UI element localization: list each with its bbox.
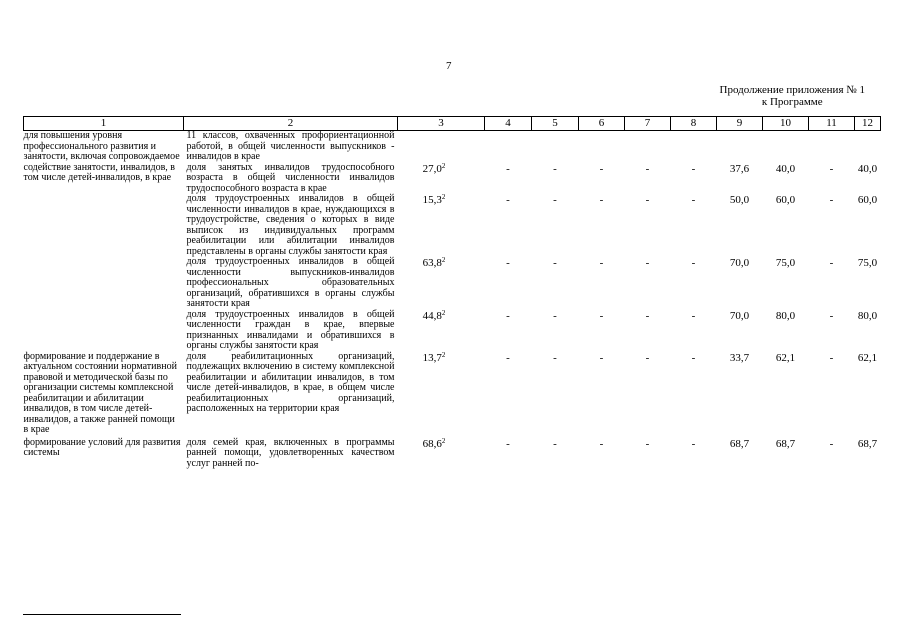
value-cell: -	[553, 437, 557, 450]
indicator-cell: доля трудоустроенных инвалидов в общей численности инвалидов в крае, нуждающихся в трудоустройстве, сведения о которых в виде выписок из индивидуальных программ реабилитации или абилитации инвалидов представлены в органы службы занятости края	[186, 193, 395, 257]
base-value-cell	[398, 257, 485, 310]
value-cell: -	[599, 309, 604, 322]
column-header: 11	[809, 117, 855, 131]
value-cell: -	[829, 351, 834, 364]
value-cell: 70,0	[729, 257, 750, 269]
value-cell	[671, 131, 717, 163]
continuation-note	[720, 84, 865, 108]
table-row	[24, 131, 881, 163]
indicator-cell: доля семей края, включенных в программы ранней помощи, удовлетворенных качеством услуг ранней по-	[186, 436, 395, 469]
value-cell: 40,0	[775, 162, 796, 175]
base-value-cell	[398, 131, 485, 163]
value-cell: 68,7	[729, 437, 750, 450]
column-header: 6	[579, 117, 625, 131]
value-cell: -	[691, 437, 696, 450]
column-numbers-row	[24, 117, 881, 131]
value-cell	[625, 131, 671, 163]
column-header: 7	[625, 117, 671, 131]
value-cell: -	[506, 162, 510, 175]
value-cell: 62,1	[775, 351, 796, 364]
value-cell: -	[553, 162, 557, 175]
footnote-mark: 2	[441, 193, 446, 201]
value-cell: -	[691, 309, 696, 322]
footnote-mark: 2	[441, 256, 446, 264]
value-cell: -	[645, 309, 650, 322]
goal-cell: формирование условий для развития системы	[23, 436, 181, 458]
table-row	[24, 352, 881, 436]
footnote-mark: 2	[441, 308, 446, 317]
base-value: 27,0	[422, 162, 442, 175]
base-value-cell	[398, 194, 485, 257]
base-value: 44,8	[422, 309, 442, 322]
value-cell: 37,6	[729, 162, 750, 175]
value-cell: -	[691, 194, 696, 206]
base-value: 15,3	[422, 194, 442, 206]
indicator-cell: доля реабилитационных организаций, подлежащих включению в систему комплексной реабилитации и абилитации инвалидов, в том числе детей-инвалидов, в крае, в общем числе реабилитационных организаций, расположенных на территории края	[186, 350, 395, 414]
column-header: 2	[184, 117, 398, 131]
indicator-cell: доля занятых инвалидов трудоспособного возраста в общей численности инвалидов трудоспособного возраста в крае	[186, 161, 395, 194]
column-header: 3	[398, 117, 485, 131]
value-cell: 75,0	[775, 257, 796, 269]
value-cell	[763, 131, 809, 163]
base-value-cell	[398, 163, 485, 195]
value-cell: -	[553, 309, 557, 322]
value-cell	[717, 131, 763, 163]
value-cell: -	[691, 351, 696, 364]
value-cell: -	[553, 194, 557, 206]
continuation-line-1: Продолжение приложения № 1	[719, 84, 865, 96]
value-cell: -	[506, 194, 510, 206]
indicator-cell: доля трудоустроенных инвалидов в общей численности граждан в крае, впервые признанных инвалидами и обратившихся в органы службы занятости края	[186, 308, 395, 351]
base-value: 68,6	[422, 437, 442, 450]
indicators-table	[23, 116, 881, 469]
value-cell	[485, 131, 532, 163]
base-value-cell	[398, 438, 485, 470]
value-cell: -	[599, 437, 604, 450]
value-cell: -	[553, 257, 557, 269]
page-bottom-rule	[23, 614, 181, 615]
table-row	[24, 438, 881, 470]
value-cell: -	[599, 162, 604, 175]
value-cell: -	[829, 309, 834, 322]
value-cell: 60,0	[857, 194, 878, 206]
indicator-cell: доля трудоустроенных инвалидов в общей численности выпускников-инвалидов профессиональных образовательных организаций, обратившихся в органы службы занятости края	[186, 256, 395, 309]
value-cell: 62,1	[857, 351, 878, 364]
value-cell	[809, 131, 855, 163]
value-cell: 68,7	[775, 437, 796, 450]
value-cell	[532, 131, 579, 163]
base-value-cell	[398, 352, 485, 436]
value-cell: 80,0	[857, 309, 878, 322]
page-number: 7	[446, 60, 452, 72]
column-header: 8	[671, 117, 717, 131]
value-cell: -	[691, 162, 696, 175]
value-cell: -	[829, 257, 834, 269]
value-cell: 60,0	[775, 194, 796, 206]
column-header: 5	[532, 117, 579, 131]
footnote-mark: 2	[441, 350, 446, 359]
value-cell: -	[645, 351, 650, 364]
value-cell: -	[599, 351, 604, 364]
value-cell: -	[829, 437, 834, 450]
footnote-mark: 2	[441, 161, 446, 170]
value-cell: 75,0	[857, 257, 878, 269]
column-header: 4	[485, 117, 532, 131]
column-header: 10	[763, 117, 809, 131]
value-cell: -	[553, 351, 557, 364]
value-cell: -	[506, 309, 510, 322]
value-cell: -	[829, 194, 834, 206]
value-cell: -	[599, 257, 604, 269]
base-value-cell	[398, 310, 485, 352]
value-cell: -	[506, 351, 510, 364]
value-cell: -	[691, 257, 696, 269]
value-cell: 40,0	[857, 162, 878, 175]
continuation-line-2: к Программе	[761, 96, 823, 108]
base-value: 63,8	[422, 257, 442, 269]
value-cell: -	[645, 437, 650, 450]
value-cell	[579, 131, 625, 163]
value-cell	[855, 131, 881, 163]
goal-cell: формирование и поддержание в актуальном состоянии нормативной правовой и методической базы по организации системы комплексной реабилитации и абилитации инвалидов, в том числе детей-инвалидов, а также ранней помощи в крае	[23, 350, 177, 435]
value-cell: -	[506, 437, 510, 450]
column-header: 12	[855, 117, 881, 131]
value-cell: 50,0	[729, 194, 750, 206]
value-cell: 80,0	[775, 309, 796, 322]
value-cell: -	[829, 162, 834, 175]
column-header: 1	[24, 117, 184, 131]
base-value: 13,7	[422, 351, 442, 364]
value-cell: -	[645, 257, 650, 269]
value-cell: 33,7	[729, 351, 750, 364]
value-cell: -	[506, 257, 510, 269]
value-cell: -	[645, 194, 650, 206]
value-cell: -	[645, 162, 650, 175]
goal-cell: для повышения уровня профессионального развития и занятости, включая сопровождаемое содействие занятости, инвалидов, в том числе детей-инвалидов, в крае	[23, 130, 180, 183]
footnote-mark: 2	[441, 436, 446, 445]
column-header: 9	[717, 117, 763, 131]
indicator-cell: 11 классов, охваченных профориентационной работой, в общей численности выпускников - инвалидов в крае	[186, 130, 395, 162]
value-cell: -	[599, 194, 604, 206]
value-cell: 70,0	[729, 309, 750, 322]
value-cell: 68,7	[857, 437, 878, 450]
